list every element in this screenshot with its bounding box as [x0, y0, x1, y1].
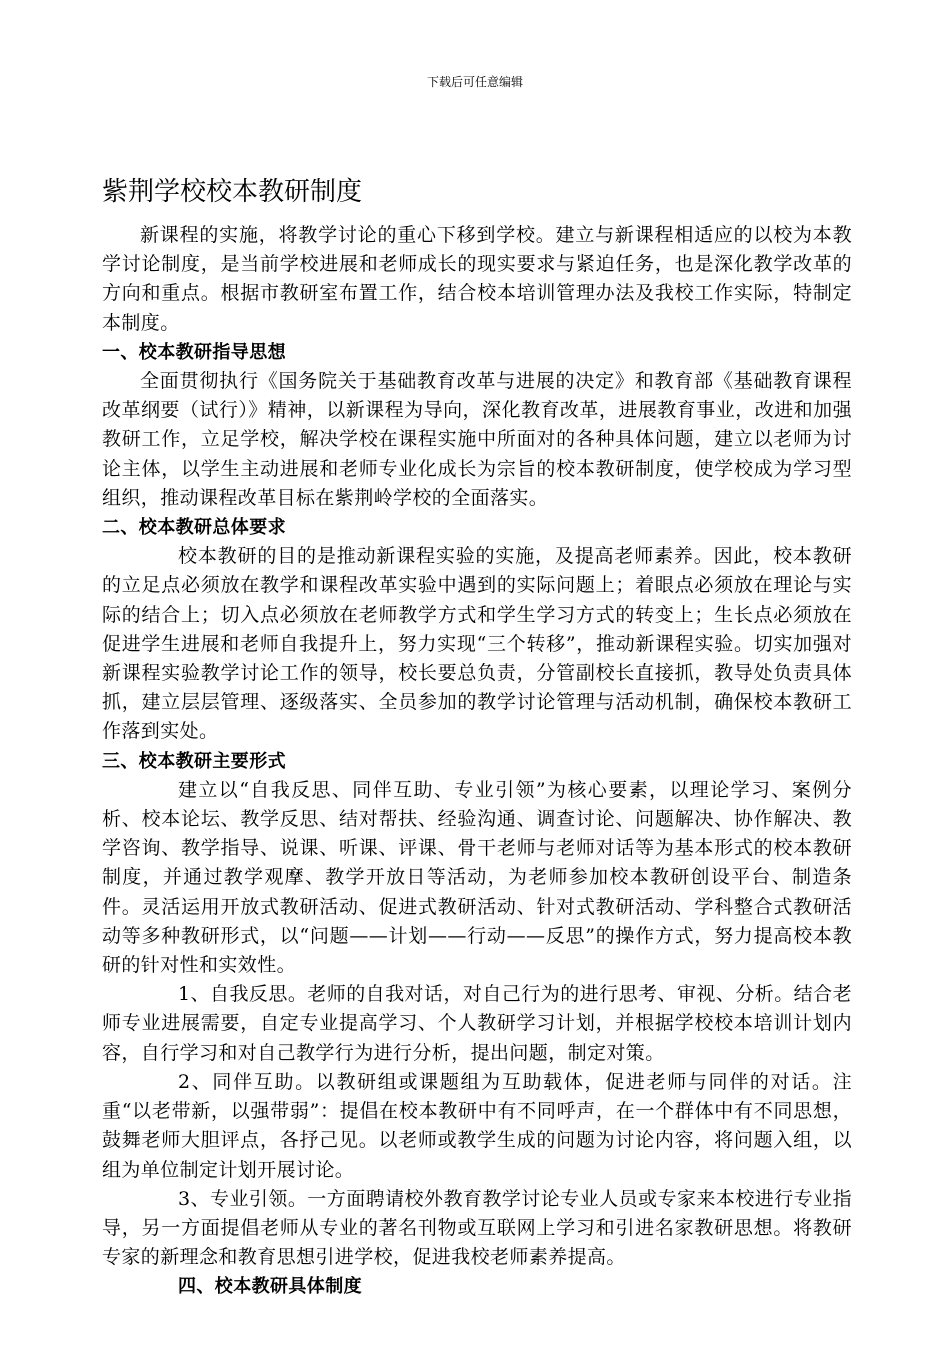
peer-support-paragraph: 2、同伴互助。以教研组或课题组为互助载体，促进老师与同伴的对话。注重“以老带新，以强带弱”：提倡在校本教研中有不同呼声，在一个群体中有不同思想，鼓舞老师大胆评点，各抒己见。以老师或教学生成的问题为讨论内容，将问题入组，以组为单位制定计划开展讨论。 [102, 1070, 852, 1181]
intro-paragraph: 新课程的实施，将教学讨论的重心下移到学校。建立与新课程相适应的以校为本教学讨论制度，是当前学校进展和老师成长的现实要求与紧迫任务，也是深化教学改革的方向和重点。根据市教研室布置工作，结合校本培训管理办法及我校工作实际，特制定本制度。 [102, 224, 852, 334]
document-title: 紫荆学校校本教研制度 [102, 177, 363, 207]
section-heading-3: 三、校本教研主要形式 [102, 750, 286, 772]
section-3-paragraph: 建立以“自我反思、同伴互助、专业引领”为核心要素，以理论学习、案例分析、校本论坛、教学反思、结对帮扶、经验沟通、调查讨论、问题解决、协作解决、教学咨询、教学指导、说课、听课、评课、骨干老师与老师对话等为基本形式的校本教研制度，并通过教学观摩、教学开放日等活动，为老师参加校本教研创设平台、制造条件。灵活运用开放式教研活动、促进式教研活动、针对式教研活动、学科整合式教研活动等多种教研形式，以“问题——计划——行动——反思”的操作方式，努力提高校本教研的针对性和实效性。 [102, 778, 852, 977]
document-body [102, 221, 852, 1302]
page-header-note: 下载后可任意编辑 [426, 75, 523, 89]
section-heading-4: 四、校本教研具体制度 [178, 1276, 362, 1298]
section-heading-1: 一、校本教研指导思想 [102, 341, 286, 363]
expert-guidance-paragraph: 3、专业引领。一方面聘请校外教育教学讨论专业人员或专家来本校进行专业指导，另一方面提倡老师从专业的著名刊物或互联网上学习和引进名家教研思想。将教研专家的新理念和教育思想引进学校，促进我校老师素养提高。 [102, 1187, 852, 1269]
section-2-paragraph: 校本教研的目的是推动新课程实验的实施，及提高老师素养。因此，校本教研的立足点必须放在教学和课程改革实验中遇到的实际问题上；着眼点必须放在理论与实际的结合上；切入点必须放在老师教学方式和学生学习方式的转变上；生长点必须放在促进学生进展和老师自我提升上，努力实现“三个转移”，推动新课程实验。切实加强对新课程实验教学讨论工作的领导，校长要总负责，分管副校长直接抓，教导处负责具体抓，建立层层管理、逐级落实、全员参加的教学讨论管理与活动机制，确保校本教研工作落到实处。 [102, 545, 852, 743]
self-reflection-paragraph: 1、自我反思。老师的自我对话，对自己行为的进行思考、审视、分析。结合老师专业进展需要，自定专业提高学习、个人教研学习计划，并根据学校校本培训计划内容，自行学习和对自己教学行为进行分析，提出问题，制定对策。 [102, 983, 852, 1064]
section-1-paragraph: 全面贯彻执行《国务院关于基础教育改革与进展的决定》和教育部《基础教育课程改革纲要（试行）》精神，以新课程为导向，深化教育改革，进展教育事业，改进和加强教研工作，立足学校，解决学校在课程实施中所面对的各种具体问题，建立以老师为讨论主体，以学生主动进展和老师专业化成长为宗旨的校本教研制度，使学校成为学习型组织，推动课程改革目标在紫荆岭学校的全面落实。 [102, 370, 852, 509]
section-heading-2: 二、校本教研总体要求 [102, 517, 286, 539]
